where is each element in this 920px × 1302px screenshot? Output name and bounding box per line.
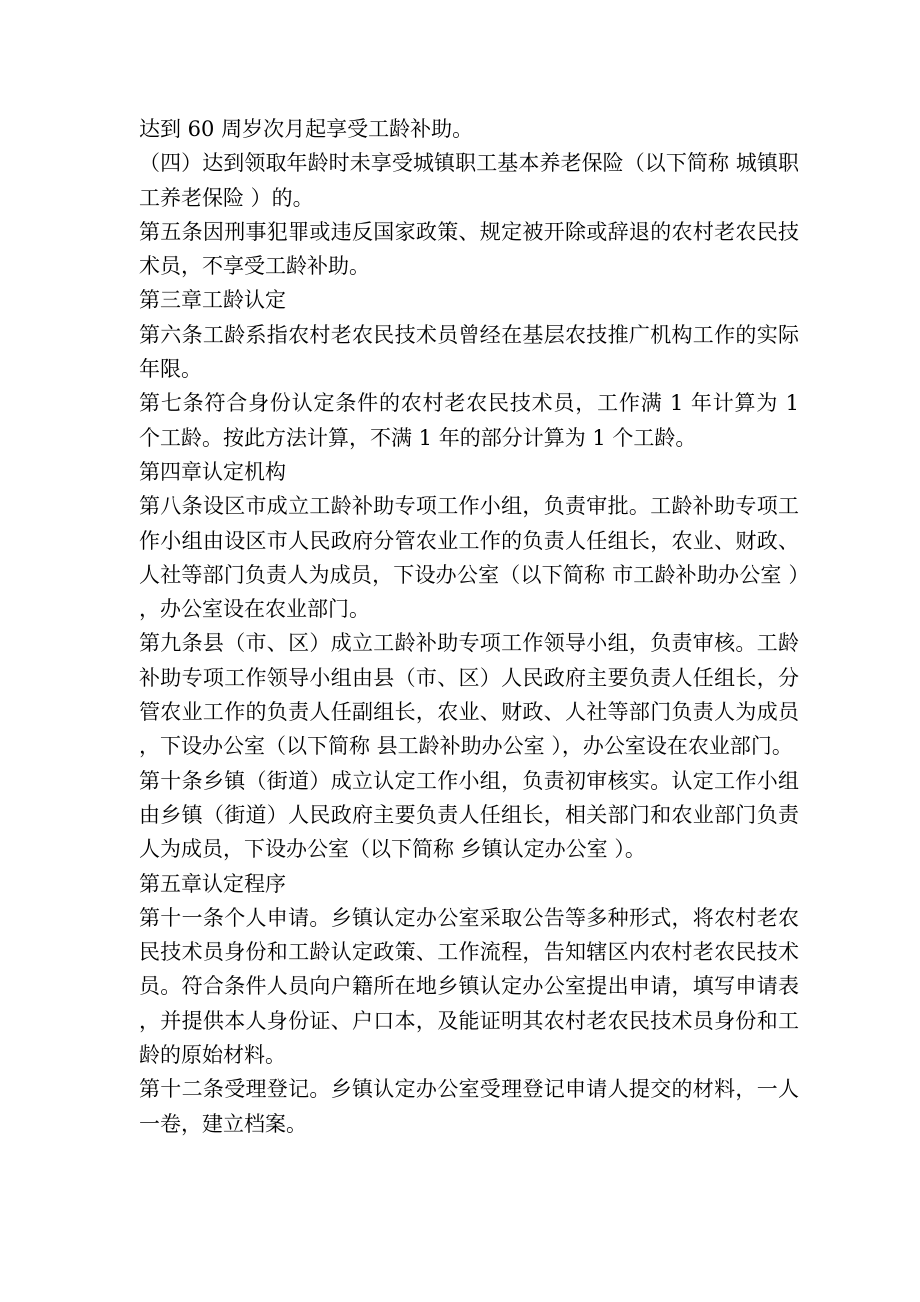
chapter-3-heading: 第三章工龄认定 <box>139 288 286 313</box>
chapter-4-heading: 第四章认定机构 <box>139 459 286 484</box>
paragraph-article-8: 第八条设区市成立工龄补助专项工作小组，负责审批。工龄补助专项工作小组由设区市人民政府分管农业工作的负责人任组长，农业、财政、人社等部门负责人为成员，下设办公室（以下简称 市工龄补助办公室 ），办公室设在农业部门。 <box>139 494 799 622</box>
document-page <box>139 112 799 1141</box>
paragraph-age-condition: 达到 60 周岁次月起享受工龄补助。 <box>139 117 474 141</box>
paragraph-article-7: 第七条符合身份认定条件的农村老农民技术员，工作满 1 年计算为 1 个工龄。按此方法计算，不满 1 年的部分计算为 1 个工龄。 <box>139 391 799 450</box>
paragraph-article-9: 第九条县（市、区）成立工龄补助专项工作领导小组，负责审核。工龄补助专项工作领导小组由县（市、区）人民政府主要负责人任组长，分管农业工作的负责人任副组长，农业、财政、人社等部门负责人为成员，下设办公室（以下简称 县工龄补助办公室 ），办公室设在农业部门。 <box>139 631 799 759</box>
paragraph-article-5: 第五条因刑事犯罪或违反国家政策、规定被开除或辞退的农村老农民技术员，不享受工龄补助。 <box>139 219 799 279</box>
paragraph-article-12: 第十二条受理登记。乡镇认定办公室受理登记申请人提交的材料，一人一卷，建立档案。 <box>139 1077 799 1136</box>
paragraph-article-10: 第十条乡镇（街道）成立认定工作小组，负责初审核实。认定工作小组由乡镇（街道）人民政府主要负责人任组长，相关部门和农业部门负责人为成员，下设办公室（以下简称 乡镇认定办公室 ）。 <box>139 768 799 862</box>
paragraph-item-four: （四）达到领取年龄时未享受城镇职工基本养老保险（以下简称 城镇职工养老保险 ）的。 <box>139 151 799 210</box>
chapter-5-heading: 第五章认定程序 <box>139 871 286 896</box>
paragraph-article-6: 第六条工龄系指农村老农民技术员曾经在基层农技推广机构工作的实际年限。 <box>139 322 799 382</box>
paragraph-article-11: 第十一条个人申请。乡镇认定办公室采取公告等多种形式，将农村老农民技术员身份和工龄认定政策、工作流程，告知辖区内农村老农民技术员。符合条件人员向户籍所在地乡镇认定办公室提出申请，填写申请表，并提供本人身份证、户口本，及能证明其农村老农民技术员身份和工龄的原始材料。 <box>139 905 799 1068</box>
